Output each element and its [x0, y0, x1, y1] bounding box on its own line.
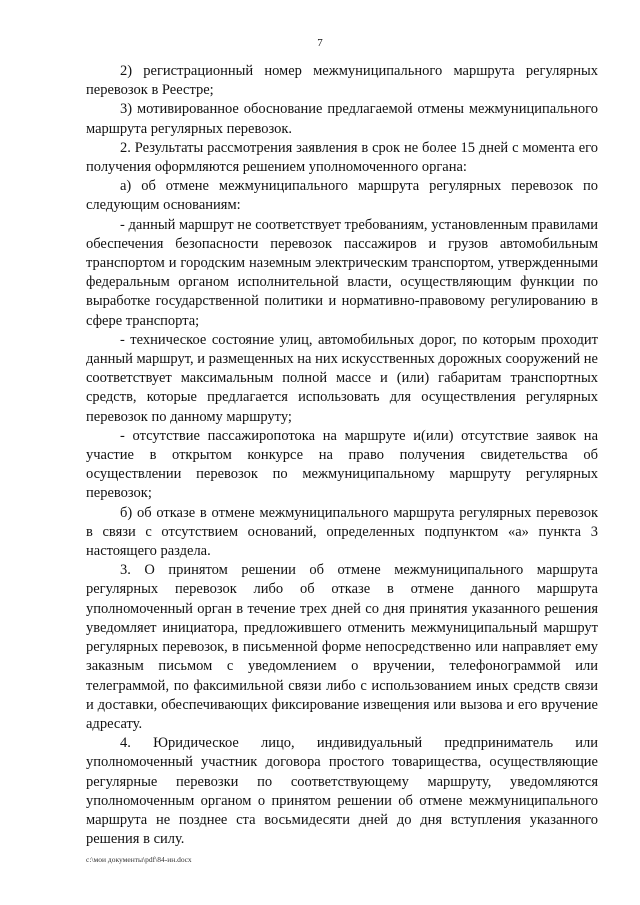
paragraph-subclause-b: б) об отказе в отмене межмуниципального маршрута регулярных перевозок в связи с отсутствием оснований, определенных подпунктом «а» пункта 3 настоящего раздела. — [86, 504, 598, 560]
paragraph-bullet-road-condition: - техническое состояние улиц, автомобильных дорог, по которым проходит данный маршрут, и размещенных на них искусственных дорожных сооружений не соответствует максимальным полной массе и (или) габаритам транспортных средств, которые предлагается использовать для осуществления регулярных перевозок по данному маршруту; — [86, 331, 598, 425]
document-body — [86, 62, 598, 849]
paragraph-clause-3: 3. О принятом решении об отмене межмуниципального маршрута регулярных перевозок либо об отказе в отмене данного маршрута уполномоченный орган в течение трех дней со дня принятия указанного решения уведомляет инициатора, предложившего отменить межмуниципальный маршрут регулярных перевозок, в письменной форме непосредственно или направляет ему заказным письмом с уведомлением о вручении, телефонограммой или телеграммой, по факсимильной связи либо с использованием иных средств связи и доставки, обеспечивающих фиксирование извещения или вызова и его вручение адресату. — [86, 562, 598, 732]
paragraph-bullet-requirements: - данный маршрут не соответствует требованиям, установленным правилами обеспечения безопасности перевозок пассажиров и грузов автомобильным транспортом и городским наземным электрическим транспортом, утвержденными федеральным органом исполнительной власти, осуществляющим функции по выработке государственной политики и нормативно-правовому регулированию в сфере транспорта; — [86, 216, 598, 329]
footer-file-path: c:\мои документы\pdf\84-ин.docx — [86, 855, 192, 864]
paragraph-clause-2: 2. Результаты рассмотрения заявления в срок не более 15 дней с момента его получения оформляются решением уполномоченного органа: — [86, 139, 598, 176]
paragraph-item-3: 3) мотивированное обоснование предлагаемой отмены межмуниципального маршрута регулярных перевозок. — [86, 101, 598, 137]
paragraph-clause-4: 4. Юридическое лицо, индивидуальный предприниматель или уполномоченный участник договора простого товарищества, осуществляющие регулярные перевозки по соответствующему маршруту, уведомляются уполномоченным органом о принятом решении об отмене межмуниципального маршрута не позднее ста восьмидесяти дней до дня вступления указанного решения в силу. — [86, 735, 598, 848]
paragraph-bullet-passenger-flow: - отсутствие пассажиропотока на маршруте и(или) отсутствие заявок на участие в открытом конкурсе на право получения свидетельства об осуществлении перевозок по межмуниципальному маршруту регулярных перевозок; — [86, 427, 598, 502]
paragraph-item-2: 2) регистрационный номер межмуниципального маршрута регулярных перевозок в Реестре; — [86, 63, 598, 99]
paragraph-subclause-a: а) об отмене межмуниципального маршрута регулярных перевозок по следующим основаниям: — [86, 178, 598, 214]
page-number: 7 — [317, 37, 323, 49]
